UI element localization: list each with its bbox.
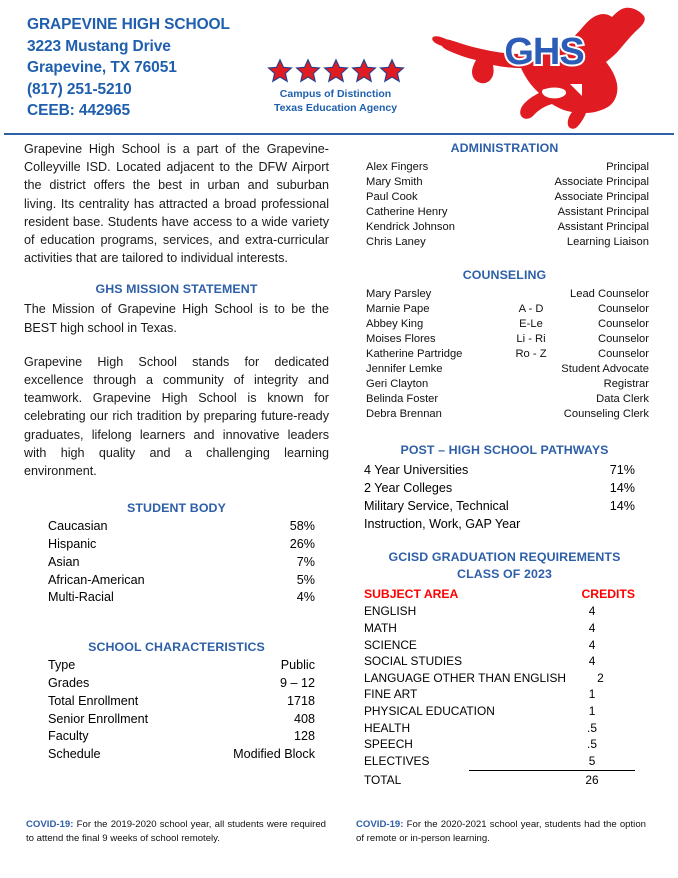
credit-value: 4 — [588, 604, 596, 619]
staff-name: Catherine Henry — [366, 206, 448, 219]
pathway-value: 71% — [609, 463, 635, 478]
characteristic-value: 128 — [293, 729, 315, 744]
staff-range — [491, 205, 558, 220]
characteristic-value: 1718 — [286, 693, 315, 708]
staff-title: Counselor — [598, 302, 649, 315]
staff-title: Assistant Principal — [557, 221, 649, 234]
staff-name: Debra Brennan — [366, 408, 442, 421]
campus-distinction-badge — [243, 58, 428, 115]
staff-name: Chris Laney — [366, 236, 426, 249]
staff-row — [366, 190, 649, 205]
pathway-continuation: Instruction, Work, GAP Year — [364, 517, 521, 532]
characteristic-label: Total Enrollment — [48, 693, 139, 708]
covid-label: COVID-19: — [26, 819, 74, 830]
staff-range — [493, 362, 561, 377]
distinction-line-1: Campus of Distinction — [279, 88, 392, 100]
staff-name: Mary Parsley — [366, 287, 432, 300]
staff-name: Mary Smith — [366, 176, 423, 189]
characteristic-label: Faculty — [48, 729, 89, 744]
staff-title: Lead Counselor — [570, 287, 649, 300]
svg-text:GHS: GHS — [504, 31, 584, 73]
subject-area: FINE ART — [364, 687, 418, 702]
covid-note-right — [356, 818, 646, 845]
administration-heading: ADMINISTRATION — [450, 141, 559, 155]
table-row — [364, 653, 635, 670]
staff-name: Jennifer Lemke — [366, 363, 443, 376]
pathways-heading: POST – HIGH SCHOOL PATHWAYS — [400, 443, 609, 458]
staff-row — [366, 347, 649, 362]
staff-name: Geri Clayton — [366, 378, 429, 391]
staff-row — [366, 287, 649, 302]
list-item — [48, 518, 315, 536]
staff-row — [366, 302, 649, 317]
credit-value: 4 — [588, 654, 596, 669]
student-body-value: 26% — [289, 537, 315, 552]
list-item — [48, 657, 315, 675]
student-body-list — [24, 518, 329, 607]
characteristic-label: Senior Enrollment — [48, 711, 149, 726]
staff-range: A - D — [518, 302, 544, 315]
staff-row — [366, 362, 649, 377]
staff-row — [366, 160, 649, 175]
staff-row — [366, 332, 649, 347]
staff-range — [496, 235, 566, 250]
school-characteristics-heading: SCHOOL CHARACTERISTICS — [88, 640, 265, 655]
pathway-label: 4 Year Universities — [364, 463, 469, 478]
intro-paragraph: Grapevine High School is a part of the Grapevine-Colleyville ISD. Located adjacent to the DFW Airport the district offers the best in urban and suburban living. Its centrality has attracted a broad professional resident base. Students have access to a wide variety of education programs, services, and extra-curricular activities that are tailored to individual interests. — [24, 142, 329, 266]
staff-name: Marnie Pape — [366, 302, 430, 315]
list-item — [48, 536, 315, 554]
left-column — [24, 140, 329, 764]
staff-name: Paul Cook — [366, 191, 418, 204]
staff-title: Learning Liaison — [566, 236, 649, 249]
administration-list — [352, 160, 657, 251]
staff-title: Counseling Clerk — [563, 408, 649, 421]
characteristic-label: Grades — [48, 676, 90, 691]
subject-area: ELECTIVES — [364, 753, 430, 768]
list-item — [48, 572, 315, 590]
staff-row — [366, 317, 649, 332]
pathways-list — [352, 461, 657, 533]
graduation-heading-line-1: GCISD GRADUATION REQUIREMENTS — [388, 550, 621, 565]
staff-title: Associate Principal — [554, 191, 649, 204]
credits-total-divider — [469, 770, 635, 771]
staff-range: Li - Ri — [516, 332, 546, 345]
list-item — [48, 693, 315, 711]
staff-range — [496, 392, 566, 407]
list-item — [48, 675, 315, 693]
school-city-state-zip: Grapevine, TX 76051 — [27, 59, 177, 76]
staff-range: Ro - Z — [515, 347, 547, 360]
characteristic-value: 9 – 12 — [279, 676, 315, 691]
characteristic-value: 408 — [293, 711, 315, 726]
subject-area: ENGLISH — [364, 604, 417, 619]
characteristic-value: Modified Block — [233, 747, 315, 762]
staff-title: Data Clerk — [596, 393, 649, 406]
subject-area: PHYSICAL EDUCATION — [364, 703, 495, 718]
staff-name: Katherine Partridge — [366, 347, 463, 360]
mustang-mascot-icon — [432, 2, 662, 130]
subject-area: MATH — [364, 621, 397, 635]
credit-value: 1 — [588, 703, 596, 718]
subject-area: SCIENCE — [364, 637, 417, 652]
student-body-label: Multi-Racial — [48, 590, 114, 605]
school-street-address: 3223 Mustang Drive — [27, 37, 171, 55]
credit-value: .5 — [587, 720, 597, 735]
graduation-requirements-table — [352, 585, 657, 789]
staff-range — [496, 377, 566, 392]
column-header-subject: SUBJECT AREA — [364, 587, 459, 602]
credit-value: 1 — [588, 687, 596, 702]
mission-paragraph-1: The Mission of Grapevine High School is to be the BEST high school in Texas. — [24, 302, 329, 335]
school-name: GRAPEVINE HIGH SCHOOL — [27, 16, 230, 33]
school-phone: (817) 251-5210 — [27, 80, 132, 98]
covid-note-left — [26, 818, 326, 845]
list-item — [364, 497, 635, 515]
star-icon — [295, 58, 321, 84]
page-header — [0, 0, 678, 136]
staff-title: Assistant Principal — [557, 206, 649, 219]
mission-paragraph-2: Grapevine High School stands for dedicated excellence through a community of integrity and teamwork. Grapevine High School is known for celebrating our rich tradition by preparing future-ready graduates, lifelong learners and innovative leaders with high quality and a challenging learning environment. — [24, 354, 329, 479]
characteristic-value: Public — [280, 658, 315, 673]
covid-text: For the 2019-2020 school year, all students were required to attend the final 9 weeks of school remotely. — [26, 819, 326, 844]
staff-title: Registrar — [603, 378, 649, 391]
star-icon — [323, 58, 349, 84]
student-body-label: Caucasian — [48, 519, 108, 534]
table-row — [364, 686, 635, 703]
characteristic-label: Schedule — [48, 747, 101, 762]
staff-row — [366, 407, 649, 422]
staff-name: Abbey King — [366, 317, 424, 330]
student-body-value: 7% — [296, 554, 315, 569]
student-body-value: 58% — [289, 519, 315, 534]
staff-range — [496, 160, 566, 175]
staff-name: Kendrick Johnson — [366, 221, 455, 234]
credit-value: .5 — [587, 737, 597, 752]
student-body-label: African-American — [48, 572, 145, 587]
covid-text: For the 2020-2021 school year, students had the option of remote or in-person learning. — [356, 819, 646, 844]
table-row — [364, 670, 635, 687]
pathway-value: 14% — [609, 499, 635, 514]
characteristic-label: Type — [48, 658, 76, 673]
credit-value: 5 — [588, 753, 596, 768]
ghs-wordmark — [504, 31, 583, 73]
student-body-label: Hispanic — [48, 537, 97, 552]
staff-title: Counselor — [598, 347, 649, 360]
counseling-list — [352, 287, 657, 423]
mission-heading: GHS MISSION STATEMENT — [95, 282, 258, 297]
staff-title: Student Advocate — [561, 363, 649, 376]
school-ceeb-code: CEEB: 442965 — [27, 102, 131, 119]
student-body-value: 4% — [296, 590, 315, 605]
list-item — [48, 554, 315, 572]
staff-name: Belinda Foster — [366, 393, 439, 406]
credit-value: 4 — [588, 621, 596, 635]
star-icon — [379, 58, 405, 84]
staff-range — [489, 190, 555, 205]
table-total-row — [364, 772, 635, 789]
list-item — [48, 728, 315, 746]
staff-name: Moises Flores — [366, 332, 436, 345]
list-item — [48, 589, 315, 607]
staff-row — [366, 220, 649, 235]
subject-area: LANGUAGE OTHER THAN ENGLISH — [364, 670, 566, 685]
table-row — [364, 703, 635, 720]
pathway-label: 2 Year Colleges — [364, 481, 453, 496]
table-row — [364, 620, 635, 637]
staff-row — [366, 377, 649, 392]
star-icon — [351, 58, 377, 84]
table-row — [364, 637, 635, 654]
staff-title: Principal — [606, 161, 649, 173]
table-row — [364, 736, 635, 753]
graduation-heading-line-2: CLASS OF 2023 — [457, 567, 552, 582]
star-icon — [267, 58, 293, 84]
counseling-heading: COUNSELING — [462, 267, 547, 282]
list-item — [48, 711, 315, 729]
staff-range — [496, 287, 566, 302]
staff-range — [491, 220, 558, 235]
staff-row — [366, 205, 649, 220]
table-row — [364, 603, 635, 620]
five-star-rating — [243, 58, 428, 84]
pathway-label: Military Service, Technical — [364, 499, 509, 514]
credit-value: 4 — [588, 637, 596, 652]
credit-value: 2 — [597, 670, 604, 685]
staff-row — [366, 235, 649, 250]
pathway-value: 14% — [609, 481, 635, 496]
staff-title: Counselor — [598, 332, 649, 345]
total-label: TOTAL — [364, 773, 402, 788]
list-item — [364, 461, 635, 479]
subject-area: SPEECH — [364, 737, 413, 752]
covid-label: COVID-19: — [356, 819, 404, 830]
table-header-row — [364, 585, 635, 603]
list-item — [48, 746, 315, 764]
student-body-heading: STUDENT BODY — [127, 501, 226, 516]
staff-title: Counselor — [598, 317, 649, 330]
staff-name: Alex Fingers — [366, 161, 429, 173]
staff-row — [366, 175, 649, 190]
staff-range — [489, 175, 555, 190]
column-header-credits: CREDITS — [581, 587, 635, 602]
school-characteristics-list — [24, 657, 329, 764]
student-body-label: Asian — [48, 554, 80, 569]
staff-row — [366, 392, 649, 407]
right-column — [352, 140, 657, 789]
staff-range: E-Le — [519, 317, 543, 330]
list-item — [364, 479, 635, 497]
mustang-logo — [432, 2, 662, 130]
subject-area: SOCIAL STUDIES — [364, 654, 463, 669]
student-body-value: 5% — [296, 572, 315, 587]
staff-title: Associate Principal — [554, 176, 649, 189]
total-credits: 26 — [585, 773, 599, 788]
table-row — [364, 753, 635, 770]
subject-area: HEALTH — [364, 720, 411, 735]
staff-range — [495, 407, 564, 422]
header-divider — [4, 133, 674, 135]
school-identity-block — [27, 14, 230, 122]
table-row — [364, 720, 635, 737]
distinction-line-2: Texas Education Agency — [273, 102, 398, 114]
